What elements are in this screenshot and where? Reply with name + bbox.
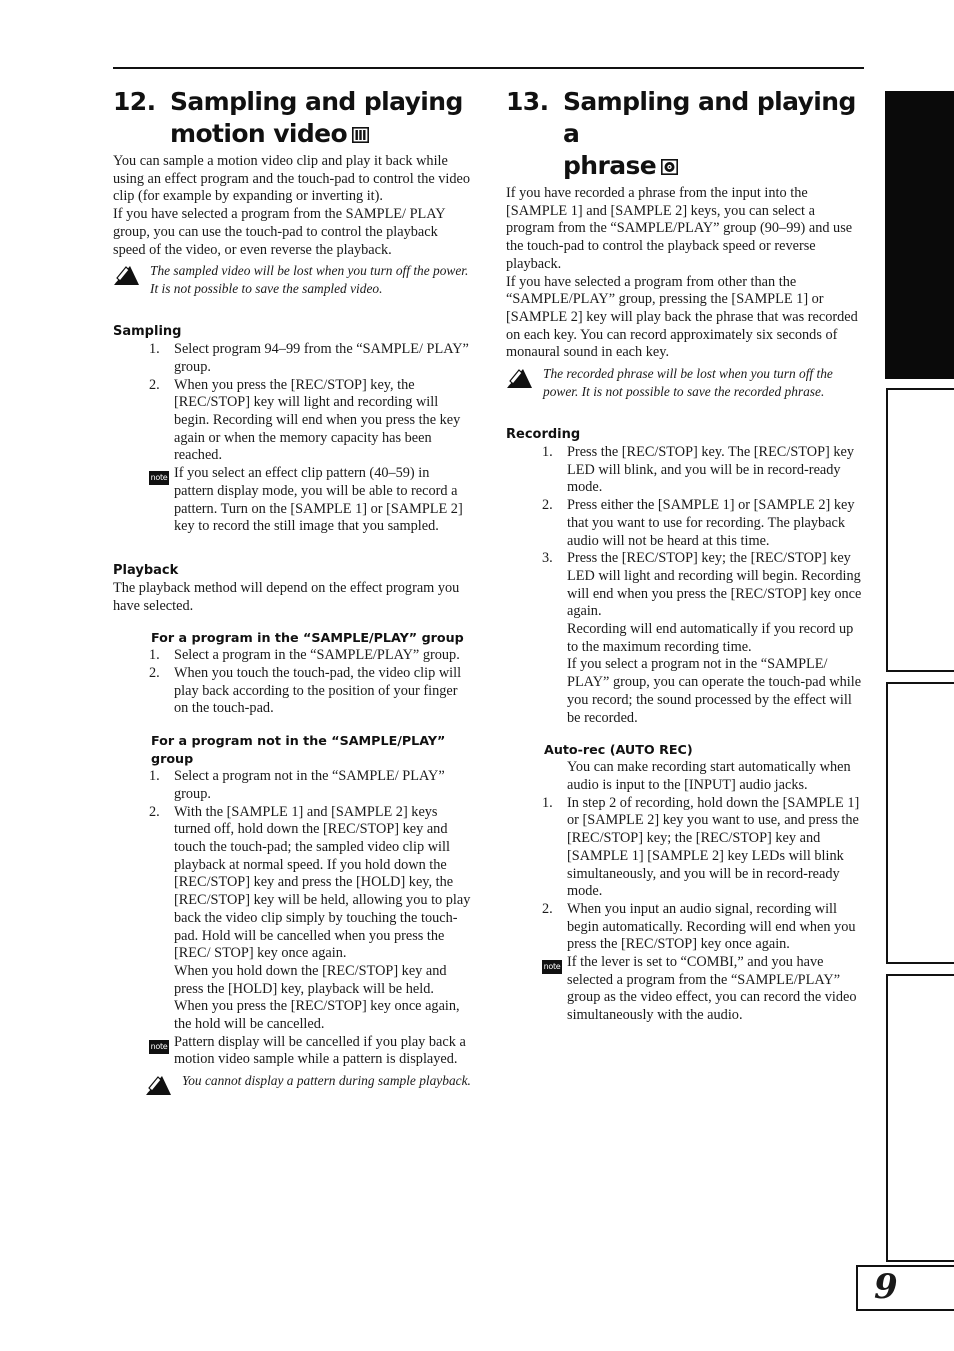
intro-paragraph: If you have selected a program from the SAMPLE/ PLAY group, you can use the touch-pad to control the playback speed of the video, or even reverse the playback. [113,206,446,258]
side-tab [886,974,954,1262]
caution-block [113,1072,471,1102]
section-13 [506,86,864,1025]
side-tab-active [885,91,954,379]
note-text: If the lever is set to “COMBI,” and you have selected a program from the “SAMPLE/PLAY” group as the video effect, you can record the video simultaneously with the audio. [567,954,857,1024]
note-text: Pattern display will be cancelled if you play back a motion video sample while a pattern is displayed. [174,1033,466,1068]
list-item: 2. Press either the [SAMPLE 1] or [SAMPLE 2] key that you want to use for recording. The playback audio will not be heard at this time. [542,497,855,549]
note-icon: note [542,960,562,974]
top-rule [113,67,864,69]
recording-steps [506,444,864,621]
autorec-steps [506,795,864,954]
side-tab [886,682,954,964]
section-12-title-line-1: Sampling and playing [170,87,463,116]
note-icon: note [149,1040,169,1054]
note-block [113,1034,471,1069]
list-item: 2. When you input an audio signal, recording will begin automatically. Recording will end when you press the [REC/STOP] key once again. [542,900,856,953]
playback-heading: Playback [113,562,179,578]
section-12-heading [113,86,471,150]
list-item: 1. Select a program not in the “SAMPLE/ PLAY” group. [149,768,445,802]
caution-icon [506,367,533,389]
autorec-heading: Auto-rec (AUTO REC) [544,742,693,758]
section-12-number: 12. [113,87,156,116]
list-item: 2. With the [SAMPLE 1] and [SAMPLE 2] keys turned off, hold down the [REC/STOP] key and touch the touch-pad; the sampled video clip will playback at normal speed. If you hold down the [REC/STOP] key and press the [HOLD] key, the [REC/STOP] key will be held, allowing you to play back the video clip simply by touching the touch-pad. Hold will be cancelled when you press the [REC/ STOP] key once again. [149,803,471,962]
note-icon: note [149,471,169,485]
side-tab [886,388,954,672]
list-item: 3. Press the [REC/STOP] key; the [REC/STOP] key LED will light and recording will begin. Recording will end when you press the [REC/STOP] key once again. [542,550,862,620]
section-13-number: 13. [506,87,549,116]
hold-paragraph: When you hold down the [REC/STOP] key and press the [HOLD] key, playback will be held. When you press the [REC/STOP] key once again, the hold will be cancelled. [174,962,460,1033]
section-12-title-line-2: motion video [170,119,348,148]
caution-block [113,262,471,297]
caution-text: The recorded phrase will be lost when you turn off the power. It is not possible to save the recorded phrase. [543,366,833,399]
list-item: 1. Select a program in the “SAMPLE/PLAY” group. [149,647,460,664]
note-text: If you select an effect clip pattern (40–59) in pattern display mode, you will be able to record a pattern. Turn on the [SAMPLE 1] or [SAMPLE 2] key to record the still image that you sampled. [174,465,463,535]
section-13-title-line-1: Sampling and playing a [563,87,856,148]
caution-icon [113,264,140,286]
list-item: 1. Press the [REC/STOP] key. The [REC/STOP] key LED will blink, and you will be in record-ready mode. [542,444,854,496]
intro-paragraph: If you have recorded a phrase from the input into the [SAMPLE 1] and [SAMPLE 2] keys, you can select a program from the “SAMPLE/PLAY” group (90–99) and use the touch-pad to control the playback speed or reverse playback. [506,185,853,272]
list-item: 1. Select program 94–99 from the “SAMPLE/ PLAY” group. [149,341,469,375]
not-in-group-steps [113,768,471,963]
autorec-intro: You can make recording start automatically when audio is input to the [INPUT] audio jacks. [567,759,851,793]
section-13-heading [506,86,864,182]
sampling-steps [113,341,471,465]
intro-paragraph: If you have selected a program from other than the “SAMPLE/PLAY” group, pressing the [SAMPLE 1] or [SAMPLE 2] key will play back the phrase that was recorded on each key. You can record approximately six seconds of monaural sound in each key. [506,273,858,361]
caution-icon [145,1074,172,1096]
note-block [506,954,864,1025]
caution-text: You cannot display a pattern during sample playback. [182,1073,471,1089]
list-item: 2. When you touch the touch-pad, the video clip will play back according to the position of your finger on the touch-pad. [149,665,462,717]
recording-extra: If you select a program not in the “SAMPLE/ PLAY” group, you can operate the touch-pad while you record; the sound processed by the effect will be recorded. [567,656,862,726]
intro-paragraph: You can sample a motion video clip and play it back while using an effect program and the touch-pad to control the video clip (for example by expanding or inverting it). [113,153,471,205]
caution-text: The sampled video will be lost when you turn off the power. It is not possible to save the sampled video. [150,263,469,296]
in-group-steps [113,647,471,718]
recording-heading: Recording [506,427,581,443]
page-number: 9 [856,1265,954,1311]
recording-extra: Recording will end automatically if you record up to the maximum recording time. [567,621,854,655]
speaker-icon [661,159,678,175]
list-item: 2. When you press the [REC/STOP] key, the [REC/STOP] key will light and recording will begin. Recording will end when you press the key again or when the memory capacity has been reached. [149,376,461,464]
film-icon [352,127,369,143]
sampling-heading: Sampling [113,324,182,340]
caution-block [506,365,864,400]
playback-intro: The playback method will depend on the effect program you have selected. [113,579,460,614]
subheading-not-in-group: For a program not in the “SAMPLE/PLAY” group [151,733,446,767]
section-13-title-line-2: phrase [563,151,657,180]
section-12 [113,86,471,1102]
list-item: 1. In step 2 of recording, hold down the [SAMPLE 1] or [SAMPLE 2] key you want to use, and press the [REC/STOP] key; the [REC/STOP] key and [SAMPLE 1] [SAMPLE 2] key LEDs will blink simultaneously, and you will be in record-ready mode. [542,794,860,900]
subheading-in-group: For a program in the “SAMPLE/PLAY” group [151,630,464,646]
note-block [113,465,471,536]
